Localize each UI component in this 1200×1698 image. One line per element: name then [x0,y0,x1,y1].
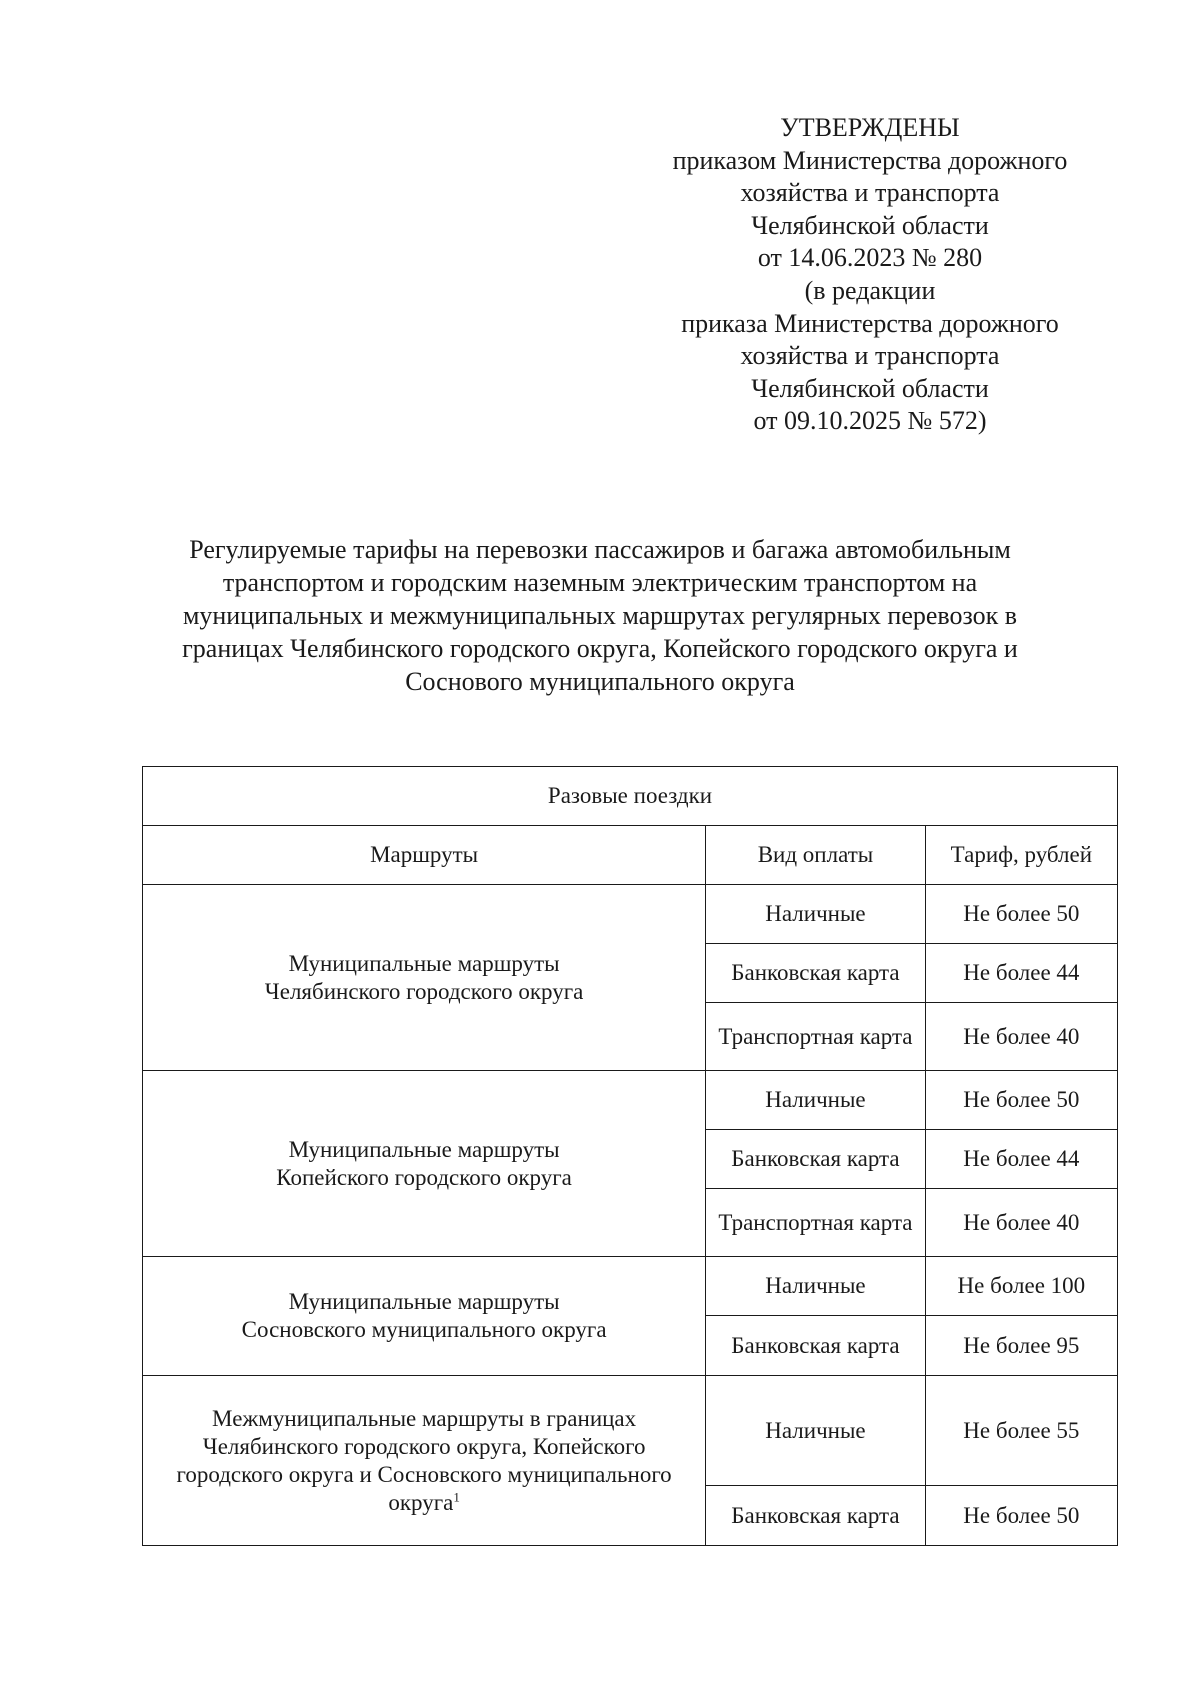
table-row [143,1376,1118,1486]
payment-cell: Банковская карта [706,1130,926,1189]
table-row [143,885,1118,944]
payment-cell: Банковская карта [706,1486,926,1546]
approval-line: Челябинской области [751,373,989,403]
approval-line: от 14.06.2023 № 280 [757,243,983,273]
approval-line: приказом Министерства дорожного [672,145,1068,175]
title-line: муниципальных и межмуниципальных маршрутах регулярных перевозок в [182,601,1018,630]
route-line: Межмуниципальные маршруты в границах [212,1405,637,1431]
tariff-cell: Не более 50 [925,1071,1117,1130]
route-line: Муниципальные маршруты [288,1289,560,1314]
approval-line: (в редакции [804,275,936,305]
title-line: границах Челябинского городского округа, Копейского городского округа и [182,634,1018,663]
approval-line: Челябинской области [751,210,989,240]
approval-line: хозяйства и транспорта [740,341,1000,371]
tariff-cell: Не более 55 [925,1376,1117,1486]
approval-line: УТВЕРЖДЕНЫ [780,113,960,142]
route-line: Челябинского городского округа [264,978,584,1004]
route-line [151,1489,697,1517]
payment-cell: Наличные [706,1376,926,1486]
approval-line: от 09.10.2025 № 572) [753,406,987,436]
title-line: Регулируемые тарифы на перевозки пассажиров и багажа автомобильным [189,535,1011,564]
route-line: Муниципальные маршруты [288,1136,560,1162]
tariff-cell: Не более 40 [925,1003,1117,1071]
table-row [143,1071,1118,1130]
tariff-cell: Не более 95 [925,1316,1117,1376]
route-cell [143,1257,706,1376]
route-line-text: округа [388,1489,454,1515]
document-title [100,533,1100,698]
tariff-cell: Не более 44 [925,1130,1117,1189]
approval-line: хозяйства и транспорта [740,178,1000,208]
tariff-cell: Не более 44 [925,944,1117,1003]
payment-cell: Наличные [706,885,926,944]
tariff-cell: Не более 100 [925,1257,1117,1316]
tariff-cell: Не более 50 [925,1486,1117,1546]
title-line: Соснового муниципального округа [405,667,795,696]
approval-stamp-block [620,112,1120,438]
footnote-marker: 1 [453,1488,460,1504]
title-line: транспортом и городским наземным электрическим транспортом на [222,568,978,597]
header-payment-type: Вид оплаты [706,826,926,885]
route-line: Сосновского муниципального округа [241,1317,607,1342]
route-cell [143,885,706,1071]
table-header-row [143,826,1118,885]
route-line: Муниципальные маршруты [288,950,560,976]
payment-cell: Наличные [706,1257,926,1316]
table-caption: Разовые поездки [143,767,1118,826]
payment-cell: Наличные [706,1071,926,1130]
header-tariff: Тариф, рублей [925,826,1117,885]
route-line: Челябинского городского округа, Копейского [202,1433,646,1459]
table-caption-row [143,767,1118,826]
payment-cell: Банковская карта [706,944,926,1003]
tariff-cell: Не более 40 [925,1189,1117,1257]
tariff-cell: Не более 50 [925,885,1117,944]
route-line: Копейского городского округа [276,1164,572,1190]
payment-cell: Транспортная карта [706,1003,926,1071]
route-cell [143,1071,706,1257]
payment-cell: Транспортная карта [706,1189,926,1257]
header-routes: Маршруты [143,826,706,885]
approval-line: приказа Министерства дорожного [681,308,1059,338]
payment-cell: Банковская карта [706,1316,926,1376]
tariff-table [142,766,1118,1546]
route-cell [143,1376,706,1546]
table-row [143,1257,1118,1316]
route-line: городского округа и Сосновского муниципального [176,1461,672,1487]
